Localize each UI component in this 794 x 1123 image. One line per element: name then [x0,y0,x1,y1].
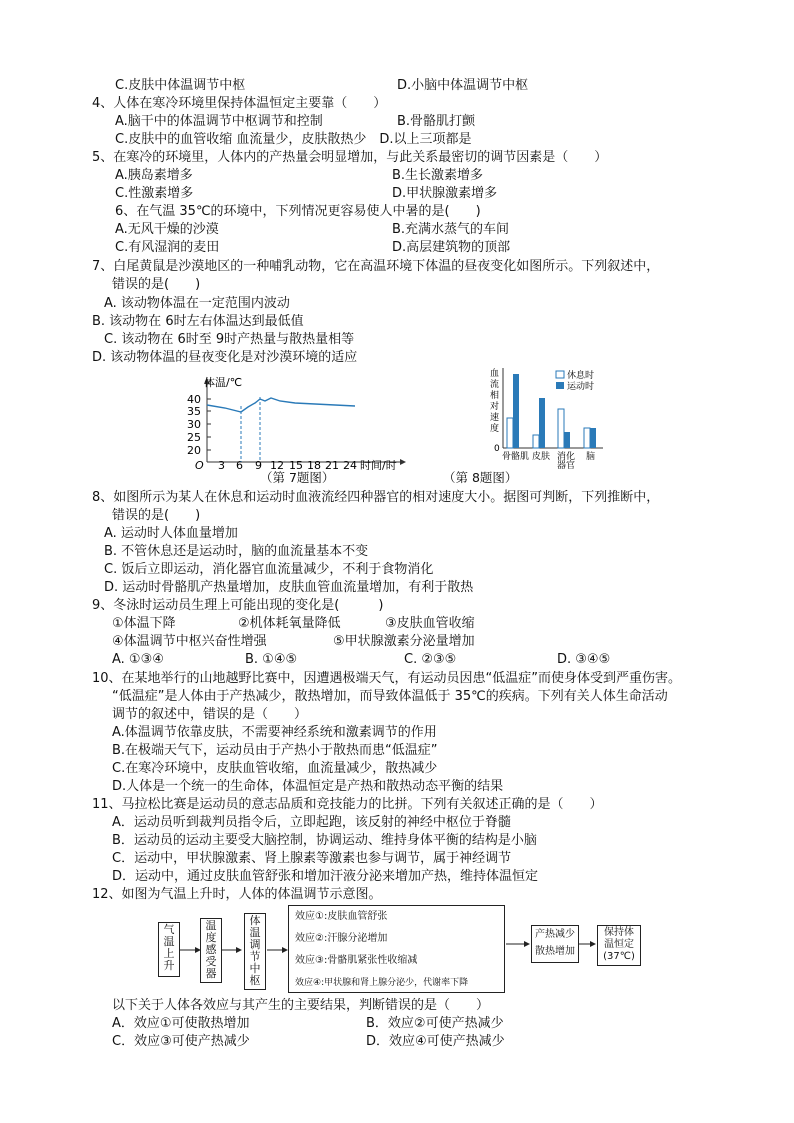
q12-arrow-2-head [236,947,242,953]
q9-item-1: ①体温下降 [112,616,176,631]
q12-box2-char: 度 [205,931,217,944]
figure-7-chart [185,370,410,470]
fig8-bar-muscle-rest [507,418,513,448]
q12-option-b: B．效应②可使产热减少 [366,1016,504,1031]
q8-stem-line2: 错误的是( ) [112,508,201,523]
q9-option-a: A. ①③④ [112,652,164,667]
fig8-xtick: 皮肤 [532,452,551,462]
fig8-xtick: 骨骼肌 [502,452,530,462]
figure-8-chart [478,362,653,470]
q7-option-d: D. 该动物体温的昼夜变化是对沙漠环境的适应 [92,350,358,365]
q12-effect-4: 效应④:甲状腺和肾上腺分泌少，代谢率下降 [295,978,469,988]
q12-box3-char: 节 [249,950,261,963]
q12-option-c: C．效应③可使产热减少 [112,1034,250,1049]
q11-option-b: B．运动员的运动主要受大脑控制，协调运动、维持身体平衡的结构是小脑 [112,833,537,848]
q9-stem: 9、冬泳时运动员生理上可能出现的变化是( ) [92,598,384,613]
q8-option-a: A. 运动时人体血量增加 [104,526,238,541]
fig8-caption: （第 8题图） [443,470,518,485]
fig7-x-label: 时间/时 [360,459,397,470]
q12-box3-char: 体 [249,914,261,927]
q6-option-d: D.高层建筑物的顶部 [392,240,511,255]
q5-option-d: D.甲状腺激素增多 [392,186,498,201]
q10-stem-line2: “低温症”是人体由于产热减少，散热增加，而导致体温低于 35℃的疾病。下列有关人体生命活动 [112,689,668,704]
q12-box1-char: 温 [163,935,175,948]
fig8-bar-brain-active [590,428,596,448]
q12-box3-char: 枢 [249,974,261,987]
fig8-origin: 0 [494,444,500,454]
q9-item-5: ⑤甲状腺激素分泌量增加 [333,634,475,649]
fig7-xtick: 12 [270,459,284,470]
fig8-bar-muscle-active [513,374,519,448]
fig7-xtick: 18 [307,459,321,470]
q4-option-b: B.骨骼肌打颤 [397,114,476,129]
q12-box2-char: 温 [205,919,217,932]
q12-arrow-4-head [524,941,530,947]
q8-option-d: D. 运动时骨骼肌产热量增加，皮肤血管血流量增加，有利于散热 [104,580,474,595]
q9-item-3: ③皮肤血管收缩 [385,616,475,631]
q3-option-d: D.小脑中体温调节中枢 [397,78,529,93]
q10-option-a: A.体温调节依靠皮肤，不需要神经系统和激素调节的作用 [112,725,437,740]
fig8-y-label: 血 [490,369,500,379]
fig8-bar-digestive-rest [558,409,564,448]
fig7-xtick: 6 [236,459,243,470]
q11-option-c: C．运动中，甲状腺激素、肾上腺素等激素也参与调节，属于神经调节 [112,851,512,866]
q12-box3-char: 中 [249,962,261,975]
fig8-y-label: 对 [490,402,500,412]
q12-box-result [531,925,579,963]
q5-option-b: B.生长激素增多 [392,168,484,183]
q12-box-regulation-center [244,913,266,990]
q4-option-a: A.脑干中的体温调节中枢调节和控制 [115,114,323,129]
q3-option-c: C.皮肤中体温调节中枢 [115,78,246,93]
fig8-legend-rest-swatch [556,371,564,378]
q12-box3-char: 调 [249,938,261,951]
fig8-xtick: 器官 [557,461,576,470]
q5-option-a: A.胰岛素增多 [115,168,193,183]
q4-option-cd: C.皮肤中的血管收缩 血流量少，皮肤散热少 D.以上三项都是 [115,132,472,147]
q12-stem: 12、如图为气温上升时，人体的体温调节示意图。 [92,887,382,902]
fig8-y-label: 相 [490,391,500,401]
fig7-x-arrow [400,459,406,465]
fig7-ytick: 20 [187,444,201,457]
q12-result-heat-loss: 散热增加 [535,946,575,957]
q7-option-c: C. 该动物在 6时至 9时产热量与散热量相等 [104,332,355,347]
q5-stem: 5、在寒冷的环境里，人体内的产热量会明显增加，与此关系最密切的调节因素是（ ） [92,150,608,165]
fig7-temperature-line [207,398,355,412]
q9-option-c: C. ②③⑤ [404,652,457,667]
fig8-legend-rest: 休息时 [567,371,595,381]
q12-end-line: 温恒定 [604,939,634,950]
q12-end-line: (37℃) [603,951,635,962]
q12-effect-1: 效应①:皮肤血管舒张 [295,911,388,922]
q6-option-c: C.有风湿润的麦田 [115,240,220,255]
q7-option-a: A. 该动物体温在一定范围内波动 [104,296,290,311]
fig8-bar-brain-rest [584,428,590,448]
q12-box-temperature-rise [158,922,180,977]
fig8-xtick: 脑 [586,452,596,462]
q12-box-constant-temp [597,925,641,966]
fig8-bar-skin-active [539,398,545,448]
q6-option-b: B.充满水蒸气的车间 [392,222,510,237]
q4-stem: 4、人体在寒冷环境里保持体温恒定主要靠（ ） [92,96,387,111]
fig7-y-label: 体温/℃ [204,376,243,389]
fig7-ytick: 35 [187,405,201,418]
fig8-bar-skin-rest [533,435,539,448]
q7-stem-line2: 错误的是( ) [112,277,201,292]
fig8-xtick: 消化 [557,452,576,462]
fig8-legend-active: 运动时 [567,382,595,392]
q10-stem-line1: 10、在某地举行的山地越野比赛中，因遭遇极端天气，有运动员因患“低温症”而使身体受到严重伤害。 [92,671,682,686]
fig7-caption: （第 7题图） [260,470,335,485]
q12-option-a: A．效应①可使散热增加 [112,1016,250,1031]
fig8-y-label: 速 [490,413,500,423]
q11-stem: 11、马拉松比赛是运动员的意志品质和竞技能力的比拼。下列有关叙述正确的是（ ） [92,797,603,812]
q12-effect-2: 效应②:汗腺分泌增加 [295,933,388,944]
q12-box1-char: 气 [163,923,175,936]
q12-sub-question: 以下关于人体各效应与其产生的主要结果，判断错误的是（ ） [112,998,490,1013]
q6-option-a: A.无风干燥的沙漠 [115,222,219,237]
q10-option-b: B.在极端天气下，运动员由于产热小于散热而患“低温症” [112,743,438,758]
q9-option-d: D. ③④⑤ [557,652,611,667]
fig7-ytick: 30 [187,418,201,431]
q12-box2-char: 受 [205,955,217,968]
q10-option-c: C.在寒冷环境中，皮肤血管收缩，血流量减少，散热减少 [112,761,438,776]
fig7-xtick: 15 [289,459,303,470]
q7-stem-line1: 7、白尾黄鼠是沙漠地区的一种哺乳动物，它在高温环境下体温的昼夜变化如图所示。下列叙述中， [92,259,660,274]
q12-result-heat-production: 产热减少 [535,929,575,940]
fig7-origin: O [195,459,204,470]
fig7-ytick: 40 [187,393,201,406]
fig7-xtick: 9 [255,459,262,470]
q11-option-a: A．运动员听到裁判员指令后，立即起跑，该反射的神经中枢位于脊髓 [112,815,511,830]
fig8-y-label: 流 [490,380,500,390]
fig7-xtick: 3 [218,459,225,470]
q8-stem-line1: 8、如图所示为某人在休息和运动时血液流经四种器官的相对速度大小。据图可判断，下列推断中， [92,490,660,505]
fig8-legend-active-swatch [556,382,564,389]
q7-option-b: B. 该动物在 6时左右体温达到最低值 [92,314,304,329]
q5-option-c: C.性激素增多 [115,186,194,201]
q12-end-line: 保持体 [604,927,634,938]
fig8-y-label: 度 [490,424,500,434]
q8-option-b: B. 不管休息还是运动时，脑的血流量基本不变 [104,544,369,559]
q9-item-4: ④体温调节中枢兴奋性增强 [112,634,267,649]
q8-option-c: C. 饭后立即运动，消化器官血流量减少，不利于食物消化 [104,562,434,577]
q12-arrow-5-head [590,941,596,947]
q9-item-2: ②机体耗氧量降低 [238,616,341,631]
q12-box2-char: 器 [205,967,217,980]
q11-option-d: D．运动中，通过皮肤血管舒张和增加汗液分泌来增加产热，维持体温恒定 [112,869,539,884]
q10-stem-line3: 调节的叙述中，错误的是（ ） [112,707,308,722]
fig7-ytick: 25 [187,431,201,444]
q12-box3-char: 温 [249,926,261,939]
q12-effect-3: 效应③:骨骼肌紧张性收缩减 [295,955,418,966]
q9-option-b: B. ①④⑤ [245,652,298,667]
q12-box1-char: 上 [163,947,175,960]
q10-option-d: D.人体是一个统一的生命体，体温恒定是产热和散热动态平衡的结果 [112,779,504,794]
q12-box1-char: 升 [163,959,175,972]
fig7-xtick: 21 [325,459,339,470]
q12-box-receptor [200,918,222,983]
fig8-bar-digestive-active [564,432,570,448]
q12-option-d: D．效应④可使产热减少 [366,1034,505,1049]
fig7-xtick: 24 [343,459,357,470]
q6-stem: 6、在气温 35℃的环境中，下列情况更容易使人中暑的是( ) [115,204,481,219]
q12-box2-char: 感 [205,943,217,956]
q12-effects-box [288,905,505,993]
